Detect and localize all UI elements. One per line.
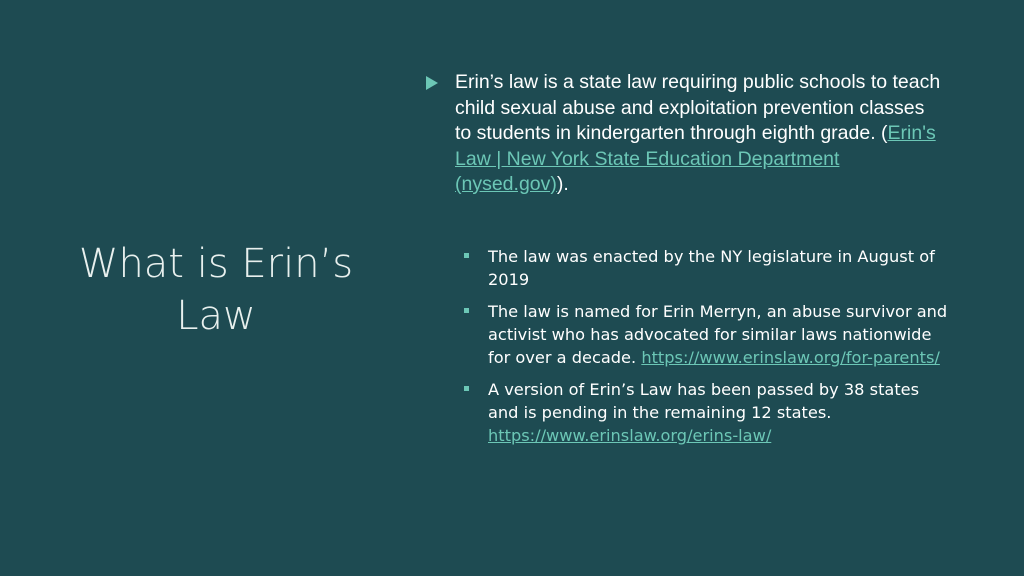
sub-point-text [488, 245, 948, 291]
sub-points-list [462, 245, 962, 456]
nysed-link[interactable]: Erin's Law | New York State Education Department (nysed.gov) [455, 122, 936, 195]
square-bullet-icon [464, 386, 469, 391]
slide-title: What is Erin’s Law [78, 241, 354, 339]
triangle-arrow-icon [426, 76, 438, 90]
sub-point-text [488, 300, 948, 369]
main-point [426, 70, 946, 198]
sub-point-text [488, 378, 948, 447]
sub-point-item [462, 245, 962, 291]
sub-point-item [462, 300, 962, 369]
square-bullet-icon [464, 308, 469, 313]
square-bullet-icon [464, 253, 469, 258]
sub-point-item [462, 378, 962, 447]
main-point-suffix: ). [556, 173, 569, 195]
sub-point-body: The law is named for Erin Merryn, an abuse survivor and activist who has advocated for similar laws nationwide for over a decade. [488, 302, 948, 367]
main-point-text [455, 70, 945, 198]
sub-point-body: A version of Erin’s Law has been passed by 38 states and is pending in the remaining 12 states. [488, 380, 920, 422]
main-point-body: Erin’s law is a state law requiring public schools to teach child sexual abuse and exploitation prevention classes to students in kindergarten through eighth grade. ( [455, 71, 941, 144]
sub-point-body: The law was enacted by the NY legislature in August of 2019 [488, 247, 935, 289]
for-parents-link[interactable]: https://www.erinslaw.org/for-parents/ [641, 348, 940, 367]
erins-law-link[interactable]: https://www.erinslaw.org/erins-law/ [488, 426, 772, 445]
